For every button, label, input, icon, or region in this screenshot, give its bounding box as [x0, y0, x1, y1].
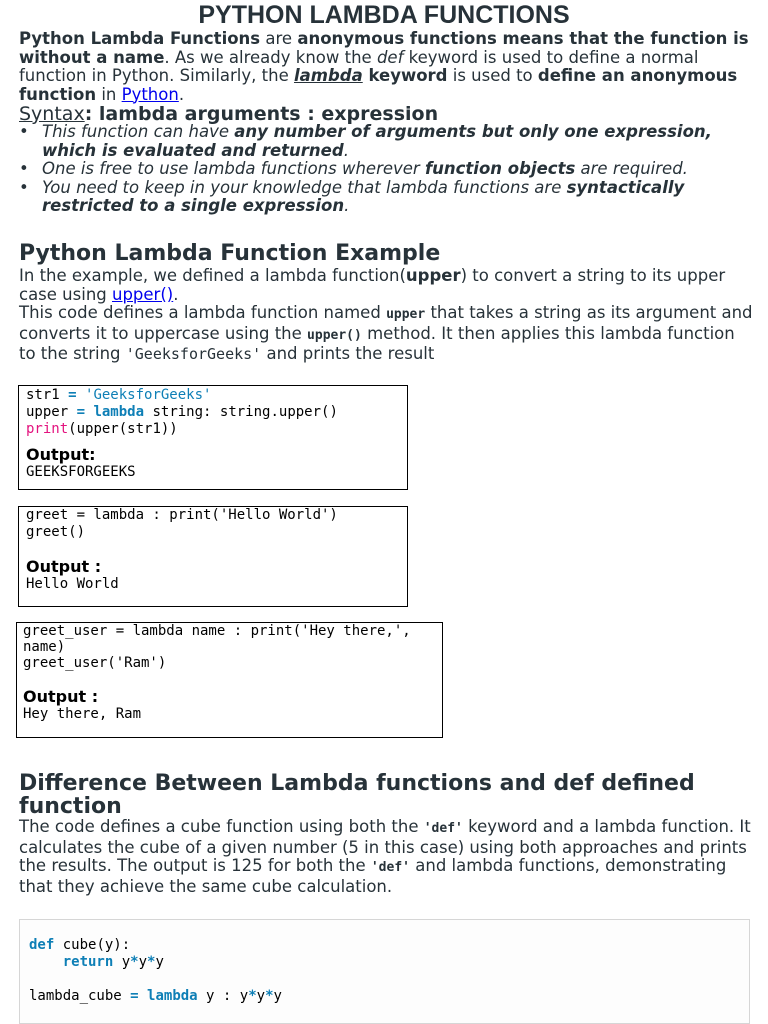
code-line: greet_user('Ram'): [23, 655, 167, 671]
example-paragraph-1: [19, 267, 754, 304]
difference-heading: Difference Between Lambda functions and def defined function: [19, 771, 695, 819]
inline-code: 'GeeksforGeeks': [125, 345, 262, 363]
code-line: [29, 937, 282, 954]
code-token: *: [147, 954, 156, 970]
output-label: Output :: [23, 687, 99, 706]
code-token: y : y: [197, 988, 249, 1004]
code-line: greet = lambda : print('Hello World'): [26, 507, 338, 523]
list-item: [19, 179, 749, 216]
code-line: name): [23, 639, 66, 655]
intro-text: keyword is used to define a normal function in Python. Similarly, the: [19, 47, 699, 85]
code-token: def: [29, 937, 55, 953]
code-line: greet_user = lambda name : print('Hey there,',: [23, 623, 411, 639]
output-label: Output:: [26, 445, 96, 464]
intro-text: are: [260, 29, 298, 48]
list-item-text: One is free to use lambda functions wherever: [42, 159, 425, 178]
code-token: [29, 954, 63, 970]
code-token: =: [76, 404, 86, 420]
example-paragraph-2: [19, 304, 754, 364]
code-token: =: [68, 387, 77, 403]
code-output-box-2: [18, 506, 408, 607]
example-bold: upper: [405, 266, 461, 285]
code-token: lambda: [147, 988, 198, 1004]
code-token: y: [256, 988, 266, 1004]
code-token: lambda: [93, 404, 145, 420]
code-token: str1: [26, 387, 69, 403]
code-token: cube(y):: [54, 937, 131, 953]
list-item: [19, 160, 749, 179]
difference-paragraph: [19, 818, 754, 896]
code-token: 'GeeksforGeeks': [76, 387, 212, 403]
code-token: lambda_cube: [29, 988, 131, 1004]
output-value: GEEKSFORGEEKS: [26, 464, 136, 480]
code-line: [29, 954, 282, 971]
list-item-text: This function can have: [42, 122, 235, 141]
code-token: return: [62, 954, 114, 970]
code-token: y: [138, 954, 148, 970]
output-value: Hey there, Ram: [23, 706, 142, 722]
inline-code: upper(): [307, 327, 362, 343]
list-item-bold: syntactically restricted to a single expression: [42, 177, 685, 215]
list-item-bold: function objects: [424, 159, 576, 178]
difference-text: keyword and a lambda function. It calculates the cube of a given number (5 in this case) using both approaches and prints the results. The output is 125 for both the: [19, 817, 751, 875]
example-text: ) to convert a string to its upper case using: [19, 266, 726, 304]
output-value: Hello World: [26, 576, 119, 592]
code-token: [139, 988, 147, 1004]
def-keyword: def: [376, 47, 404, 67]
code-token: *: [130, 954, 139, 970]
code-block-cube: [19, 919, 750, 1024]
list-item: [19, 123, 749, 160]
difference-text: The code defines a cube function using both the: [19, 817, 424, 836]
code-line: [26, 421, 338, 438]
list-item-text: .: [343, 140, 349, 160]
intro-text: is used to: [447, 66, 538, 85]
list-item-bold: any number of arguments but only one expression, which is evaluated and returned: [42, 122, 712, 160]
code-token: *: [248, 988, 257, 1004]
inline-code: 'def': [423, 821, 463, 836]
code-line: greet(): [26, 524, 86, 540]
intro-text: . As we already know the: [164, 47, 377, 67]
code-token: (upper(str1)): [68, 421, 178, 437]
example-text: method. It then applies this lambda function to the string: [19, 323, 735, 363]
example-text: This code defines a lambda function named: [19, 303, 387, 322]
example-text: that takes a string as its argument and converts it to uppercase using the: [19, 303, 753, 343]
difference-text: and lambda functions, demonstrating that they achieve the same cube calculation.: [19, 856, 727, 896]
syntax-expression: : lambda arguments : expression: [84, 103, 439, 125]
page-title: PYTHON LAMBDA FUNCTIONS: [198, 1, 570, 29]
output-label: Output :: [26, 557, 102, 576]
upper-link[interactable]: upper(): [112, 284, 174, 304]
intro-bold: keyword: [362, 66, 448, 85]
example-text: .: [173, 284, 179, 304]
intro-term: Python Lambda Functions: [19, 29, 261, 48]
code-line: [29, 988, 282, 1005]
code-line: [26, 387, 338, 404]
code-token: upper: [26, 404, 77, 420]
inline-code: upper: [386, 307, 426, 322]
intro-paragraph: [19, 30, 754, 104]
example-heading: Python Lambda Function Example: [19, 241, 441, 266]
list-item-text: are required.: [575, 159, 688, 178]
list-item-text: .: [344, 196, 350, 215]
code-token: y: [273, 988, 282, 1004]
example-text: In the example, we defined a lambda function(: [19, 266, 406, 285]
code-output-box-1: [18, 385, 408, 490]
intro-text: .: [178, 84, 185, 104]
syntax-label: Syntax: [19, 103, 85, 125]
code-token: =: [130, 988, 139, 1004]
code-output-box-3: [16, 622, 443, 738]
python-link[interactable]: Python: [121, 84, 179, 104]
code-token: *: [265, 988, 274, 1004]
code-token: y: [155, 954, 164, 970]
intro-bold: anonymous functions means that the function is without a name: [19, 29, 749, 67]
feature-list: [19, 123, 749, 216]
example-text: and prints the result: [261, 344, 435, 363]
code-token: print: [26, 421, 69, 437]
lambda-keyword: lambda: [293, 66, 363, 85]
code-line: [26, 404, 338, 421]
inline-code: 'def': [370, 860, 410, 875]
code-token: string: string.upper(): [144, 404, 338, 420]
code-token: y: [113, 954, 131, 970]
intro-text: in: [96, 84, 122, 104]
list-item-text: You need to keep in your knowledge that lambda functions are: [42, 177, 567, 197]
intro-bold: define an anonymous function: [19, 66, 738, 104]
